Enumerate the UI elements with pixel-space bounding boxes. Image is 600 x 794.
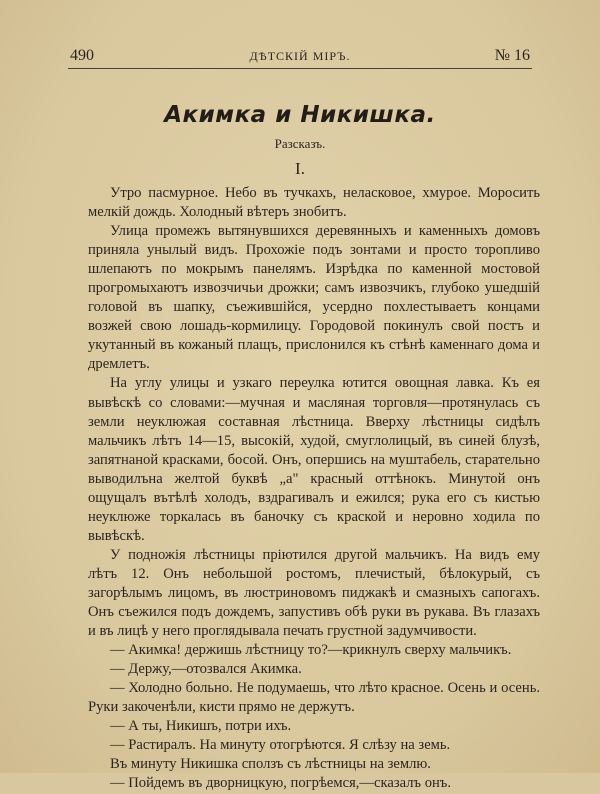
paragraph: У подножія лѣстницы пріютился другой мальчикъ. На видъ ему лѣтъ 12. Онъ небольшой ростомъ, плечистый, бѣлокурый, съ загорѣлымъ лицомъ, въ люстриновомъ пиджакѣ и смазныхъ сапогахъ. Онъ съежился подъ дождемъ, запустивъ обѣ руки въ рукава. Въ глазахъ и въ лицѣ у него проглядывала печать грустной задумчивости. (88, 546, 540, 640)
paragraph: Утро пасмурное. Небо въ тучкахъ, неласковое, хмурое. Моросить мелкій дождь. Холодный вѣтеръ знобитъ. (88, 185, 540, 221)
story-body (88, 184, 540, 794)
running-header (70, 47, 530, 67)
dialogue-line: — Держу,—отозвался Акимка. (110, 661, 302, 678)
page-number: 490 (70, 47, 94, 64)
paragraph: Улица промежъ вытянувшихся деревянныхъ и каменныхъ домовъ приняла унылый видъ. Прохожіе подъ зонтами и просто торопливо шлепаютъ по мокрымъ панелямъ. Изрѣдка по каменной мостовой прогромыхаютъ извозчичьи дрожки; самъ извозчикъ, глубоко ушедшій головой въ шапку, съежившійся, усердно похлестываетъ концами возжей свою лошадь-кормилицу. Городовой покинулъ свой постъ и укутанный въ кожаный плащъ, прислонился къ стѣнѣ каменнаго дома и дремлетъ. (88, 223, 540, 373)
magazine-name: ДѢТСКІЙ МІРЪ. (249, 49, 351, 63)
dialogue-line: — Пойдемъ въ дворницкую, погрѣемся,—сказалъ онъ. (110, 775, 451, 792)
dialogue-line: — Растиралъ. На минуту отогрѣются. Я слѣзу на земь. (110, 737, 451, 754)
header-rule (68, 68, 532, 69)
dialogue-line: — А ты, Никишъ, потри ихъ. (110, 718, 292, 735)
paragraph: Въ минуту Никишка сползъ съ лѣстницы на землю. (110, 756, 431, 773)
story-subtitle: Разсказъ. (274, 136, 326, 151)
dialogue-line: — Акимка! держишь лѣстницу то?—крикнулъ сверху мальчикъ. (110, 642, 512, 659)
dialogue-line: — Холодно больно. Не подумаешь, что лѣто красное. Осень и осень. Руки закоченѣли, кисти прямо не держутъ. (88, 680, 540, 716)
paragraph: На углу улицы и узкаго переулка ютится овощная лавка. Къ ея вывѣскѣ со словами:—мучная и масляная торговля—протянулась съ земли неуклюжая составная лѣстница. Вверху лѣстницы сидѣлъ мальчикъ лѣтъ 14—15, высокій, худой, смуглолицый, въ синей блузѣ, запятнаной красками, босой. Онъ, опершись на муштабель, старательно выводилъна желтой буквѣ „а" красный оттѣнокъ. Минутой онъ ощущалъ вътѣлѣ холодъ, вздрагивалъ и ежился; рука его съ кистью неуклюже торкалась въ баночку съ краской и неровно ходила по вывѣскѣ. (88, 375, 540, 544)
story-title: Акимка и Никишка. (164, 102, 436, 128)
chapter-number: I. (295, 159, 305, 178)
issue-number: № 16 (494, 47, 530, 64)
